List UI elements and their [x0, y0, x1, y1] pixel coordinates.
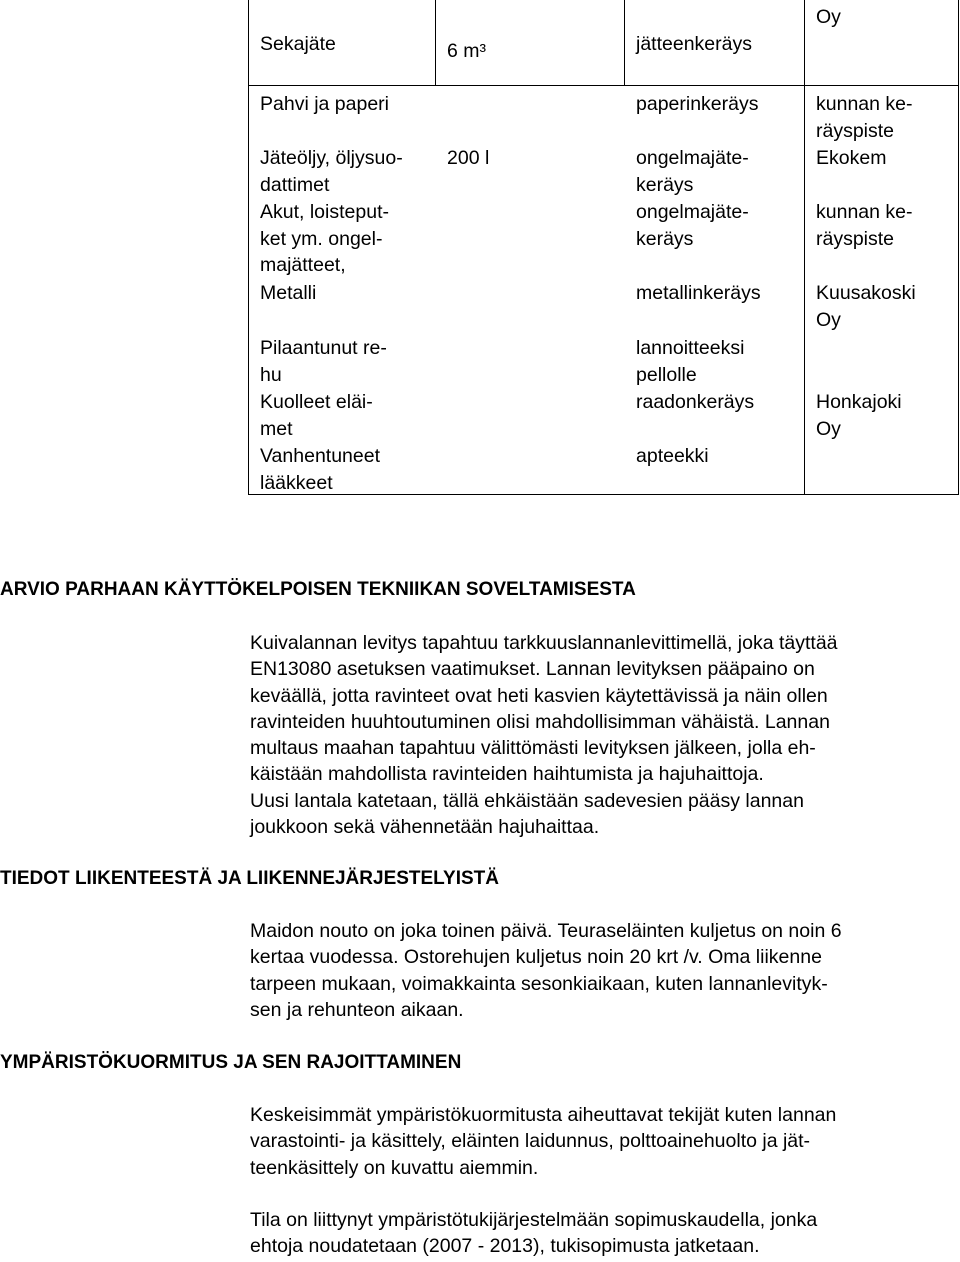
table-cell: Kuusakoski Oy — [816, 282, 916, 331]
table-border-col2 — [624, 0, 625, 86]
table-cell: paperinkeräys — [636, 93, 759, 115]
table-cell: lannoitteeksi pellolle — [636, 337, 745, 386]
section-text-traffic: Maidon nouto on joka toinen päivä. Teuraseläinten kuljetus on noin 6 kertaa vuodessa. Ostorehujen kuljetus noin 20 krt /v. Oma liikenne tarpeen mukaan, voimakkainta sesonkiaikaan, kuten lannanlevityk- sen ja rehunteon aikaan. — [250, 920, 842, 1021]
table-cell: metallinkeräys — [636, 282, 761, 304]
cell-waste-mixed: Sekajäte — [260, 33, 336, 55]
waste-table — [248, 0, 959, 495]
cell-method-mixed: jätteenkeräys — [636, 33, 752, 55]
table-cell: kunnan ke- räyspiste — [816, 93, 913, 142]
table-cell: raadonkeräys — [636, 391, 755, 413]
section-heading-bat: ARVIO PARHAAN KÄYTTÖKELPOISEN TEKNIIKAN SOVELTAMISESTA — [0, 579, 636, 600]
table-cell: Jäteöljy, öljysuo- dattimet — [260, 147, 403, 196]
section-text-environment-2: Tila on liittynyt ympäristötukijärjestelmään sopimuskaudella, jonka ehtoja noudatetaan (2007 - 2013), tukisopimusta jatketaan. — [250, 1209, 818, 1258]
table-cell: Honkajoki Oy — [816, 391, 902, 440]
table-cell: Ekokem — [816, 147, 887, 169]
table-border-left — [248, 0, 249, 495]
table-cell: ongelmajäte- keräys — [636, 147, 749, 196]
table-cell: ongelmajäte- keräys — [636, 201, 749, 250]
table-cell: Pahvi ja paperi — [260, 93, 389, 115]
table-border-col1 — [435, 0, 436, 86]
section-heading-environment: YMPÄRISTÖKUORMITUS JA SEN RAJOITTAMINEN — [0, 1052, 462, 1073]
table-cell: Pilaantunut re- hu — [260, 337, 387, 386]
table-cell: Vanhentuneet lääkkeet — [260, 445, 380, 494]
table-cell: Metalli — [260, 282, 317, 304]
table-border-col3 — [804, 0, 805, 495]
table-border-right — [958, 0, 959, 495]
table-cell: apteekki — [636, 445, 709, 467]
table-border-top-row — [248, 85, 959, 86]
section-heading-traffic: TIEDOT LIIKENTEESTÄ JA LIIKENNEJÄRJESTELYISTÄ — [0, 868, 500, 889]
table-cell: Akut, loisteput- ket ym. ongel- majätteet, — [260, 201, 389, 276]
table-cell: kunnan ke- räyspiste — [816, 201, 913, 250]
cell-handler-mixed: Oy — [816, 6, 841, 28]
section-text-environment-1: Keskeisimmät ympäristökuormitusta aiheuttavat tekijät kuten lannan varastointi- ja käsittely, eläinten laidunnus, polttoainehuolto ja jät- teenkäsittely on kuvattu aiemmin. — [250, 1104, 837, 1179]
table-cell: 200 l — [447, 147, 490, 169]
section-text-bat: Kuivalannan levitys tapahtuu tarkkuuslannanlevittimellä, joka täyttää EN13080 asetuksen vaatimukset. Lannan levityksen pääpaino on keväällä, jotta ravinteet ovat heti kasvien käytettävissä ja näin ollen ravinteiden huuhtoutuminen olisi mahdollisimman vähäistä. Lannan multaus maahan tapahtuu välittömästi levityksen jälkeen, jolla eh- käistään mahdollista ravinteiden haihtumista ja hajuhaittoja. Uusi lantala katetaan, tällä ehkäistään sadevesien pääsy lannan joukkoon sekä vähennetään hajuhaittaa. — [250, 632, 838, 839]
table-cell: Kuolleet eläi- met — [260, 391, 373, 440]
cell-amount-mixed: 6 m³ — [447, 40, 486, 62]
